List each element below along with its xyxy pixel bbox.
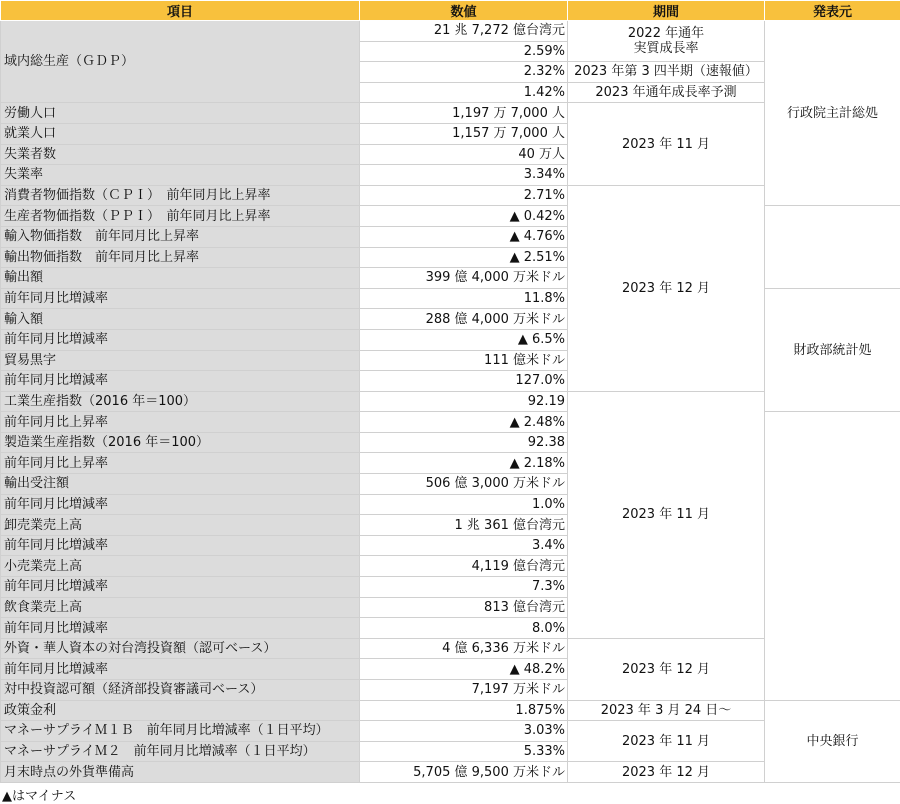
item-cell: 前年同月比増減率 (1, 329, 360, 350)
period-cell: 2023 年 12 月 (568, 762, 765, 783)
item-cell: 前年同月比増減率 (1, 371, 360, 392)
period-cell: 2023 年 3 月 24 日～ (568, 700, 765, 721)
period-cell: 2022 年通年 実質成長率 (568, 21, 765, 62)
table-row (1, 577, 900, 598)
header-item: 項目 (1, 1, 360, 21)
table-row (1, 474, 900, 495)
footnote: ▲はマイナス (0, 783, 900, 804)
value-cell: 1.0% (360, 494, 568, 515)
value-cell: 399 億 4,000 万米ドル (360, 268, 568, 289)
header-row (1, 1, 900, 21)
item-cell: マネーサプライＭ１Ｂ 前年同月比増減率（１日平均） (1, 721, 360, 742)
item-cell: 飲食業売上高 (1, 597, 360, 618)
item-cell: 労働人口 (1, 103, 360, 124)
value-cell: 506 億 3,000 万米ドル (360, 474, 568, 495)
period-cell: 2023 年 11 月 (568, 721, 765, 762)
value-cell: 1,197 万 7,000 人 (360, 103, 568, 124)
table-row (1, 494, 900, 515)
table-row (1, 618, 900, 639)
item-cell: 前年同月比増減率 (1, 659, 360, 680)
value-cell: 111 億米ドル (360, 350, 568, 371)
period-cell: 2023 年通年成長率予測 (568, 82, 765, 103)
value-cell: 7,197 万米ドル (360, 680, 568, 701)
value-cell: 92.19 (360, 391, 568, 412)
period-cell: 2023 年第 3 四半期（速報値） (568, 62, 765, 83)
table-row (1, 680, 900, 701)
item-cell: 前年同月比増減率 (1, 577, 360, 598)
value-cell: 3.4% (360, 535, 568, 556)
value-cell: 2.59% (360, 41, 568, 62)
header-source: 発表元 (765, 1, 900, 21)
period-cell: 2023 年 11 月 (568, 391, 765, 638)
value-cell: 5,705 億 9,500 万米ドル (360, 762, 568, 783)
table-row (1, 21, 900, 42)
source-cell-blank (765, 206, 900, 288)
table-row (1, 638, 900, 659)
item-cell: 月末時点の外貨準備高 (1, 762, 360, 783)
value-cell: ▲ 48.2% (360, 659, 568, 680)
item-cell: 就業人口 (1, 123, 360, 144)
table-row (1, 432, 900, 453)
item-cell: 輸出物価指数 前年同月比上昇率 (1, 247, 360, 268)
table-row (1, 700, 900, 721)
item-cell: 前年同月比上昇率 (1, 412, 360, 433)
value-cell: 5.33% (360, 741, 568, 762)
item-cell: 小売業売上高 (1, 556, 360, 577)
item-cell: 政策金利 (1, 700, 360, 721)
item-cell: 外資・華人資本の対台湾投資額（認可ベース） (1, 638, 360, 659)
table-row (1, 288, 900, 309)
item-cell: 域内総生産（ＧＤＰ） (1, 21, 360, 103)
item-cell: 輸出額 (1, 268, 360, 289)
item-cell: 前年同月比上昇率 (1, 453, 360, 474)
item-cell: 輸入物価指数 前年同月比上昇率 (1, 226, 360, 247)
table-row (1, 412, 900, 433)
value-cell: 1.42% (360, 82, 568, 103)
table-row (1, 206, 900, 227)
value-cell: 1,157 万 7,000 人 (360, 123, 568, 144)
table-row (1, 556, 900, 577)
source-cell: 中央銀行 (765, 700, 900, 782)
table-row (1, 597, 900, 618)
item-cell: 輸出受注額 (1, 474, 360, 495)
item-cell: 輸入額 (1, 309, 360, 330)
item-cell: 生産者物価指数（ＰＰＩ） 前年同月比上昇率 (1, 206, 360, 227)
period-cell: 2023 年 12 月 (568, 185, 765, 391)
value-cell: ▲ 0.42% (360, 206, 568, 227)
item-cell: 貿易黒字 (1, 350, 360, 371)
value-cell: ▲ 4.76% (360, 226, 568, 247)
value-cell: 21 兆 7,272 億台湾元 (360, 21, 568, 42)
value-cell: 8.0% (360, 618, 568, 639)
period-cell: 2023 年 12 月 (568, 638, 765, 700)
table-row (1, 659, 900, 680)
value-cell: 3.34% (360, 165, 568, 186)
value-cell: 813 億台湾元 (360, 597, 568, 618)
item-cell: 消費者物価指数（ＣＰＩ） 前年同月比上昇率 (1, 185, 360, 206)
value-cell: 40 万人 (360, 144, 568, 165)
value-cell: 11.8% (360, 288, 568, 309)
item-cell: 前年同月比増減率 (1, 494, 360, 515)
value-cell: 2.71% (360, 185, 568, 206)
value-cell: 4,119 億台湾元 (360, 556, 568, 577)
item-cell: 卸売業売上高 (1, 515, 360, 536)
item-cell: 失業率 (1, 165, 360, 186)
value-cell: ▲ 2.18% (360, 453, 568, 474)
value-cell: ▲ 2.48% (360, 412, 568, 433)
item-cell: 前年同月比増減率 (1, 618, 360, 639)
value-cell: 7.3% (360, 577, 568, 598)
value-cell: 92.38 (360, 432, 568, 453)
value-cell: 2.32% (360, 62, 568, 83)
item-cell: 対中投資認可額（経済部投資審議司ベース） (1, 680, 360, 701)
value-cell: ▲ 2.51% (360, 247, 568, 268)
table-row (1, 453, 900, 474)
table-row (1, 515, 900, 536)
source-cell: 行政院主計総処 (765, 21, 900, 206)
item-cell: 前年同月比増減率 (1, 288, 360, 309)
value-cell: ▲ 6.5% (360, 329, 568, 350)
value-cell: 1.875% (360, 700, 568, 721)
item-cell: 前年同月比増減率 (1, 535, 360, 556)
value-cell: 127.0% (360, 371, 568, 392)
header-period: 期間 (568, 1, 765, 21)
value-cell: 3.03% (360, 721, 568, 742)
item-cell: 工業生産指数（2016 年＝100） (1, 391, 360, 412)
item-cell: 失業者数 (1, 144, 360, 165)
value-cell: 288 億 4,000 万米ドル (360, 309, 568, 330)
value-cell: 1 兆 361 億台湾元 (360, 515, 568, 536)
value-cell: 4 億 6,336 万米ドル (360, 638, 568, 659)
table-row (1, 535, 900, 556)
period-cell: 2023 年 11 月 (568, 103, 765, 185)
header-value: 数値 (360, 1, 568, 21)
item-cell: 製造業生産指数（2016 年＝100） (1, 432, 360, 453)
item-cell: マネーサプライＭ２ 前年同月比増減率（１日平均） (1, 741, 360, 762)
source-cell: 財政部統計処 (765, 288, 900, 412)
